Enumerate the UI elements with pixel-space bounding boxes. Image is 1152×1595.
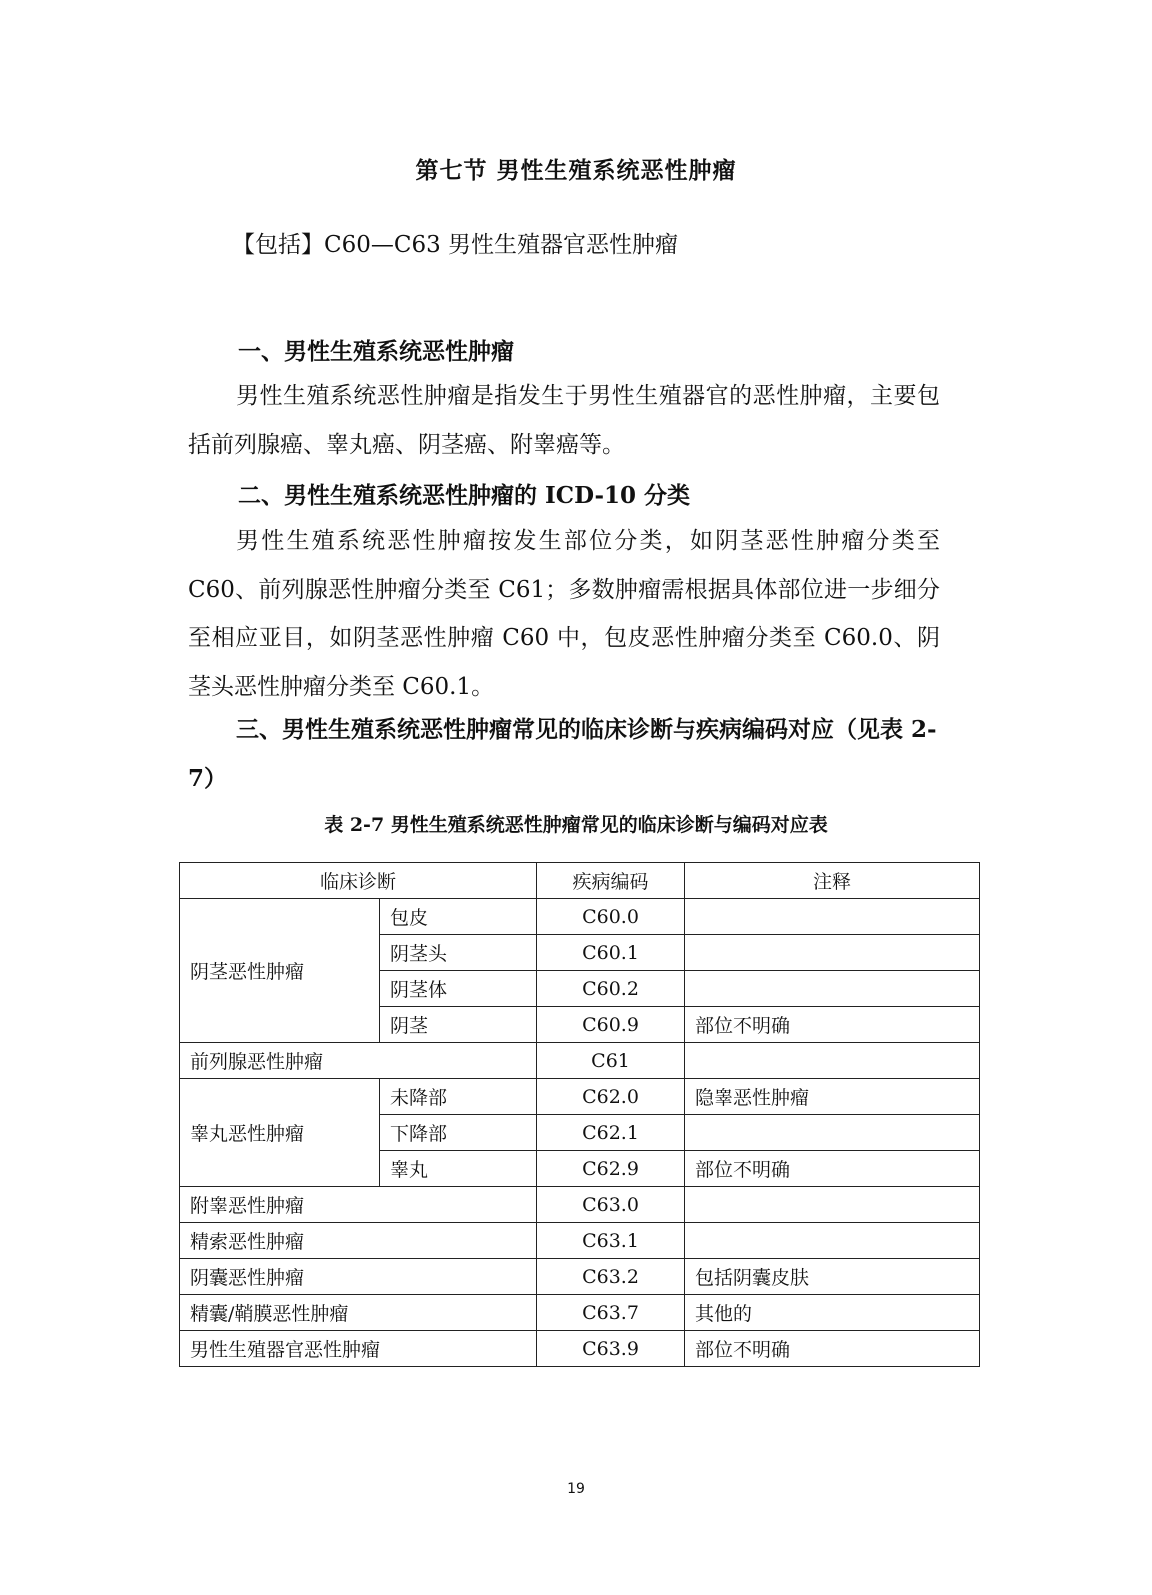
table-caption: 表 2-7 男性生殖系统恶性肿瘤常见的临床诊断与编码对应表 [324,814,828,836]
heading-three: 三、男性生殖系统恶性肿瘤常见的临床诊断与疾病编码对应（见表 2-7） [188,716,937,792]
diagnosis-cell: 附睾恶性肿瘤 [180,1187,537,1223]
note-cell: 部位不明确 [685,1151,980,1187]
site-cell: 阴茎头 [380,935,537,971]
table-row [180,1223,980,1259]
table-row [180,1259,980,1295]
table-row [180,1331,980,1367]
note-cell [685,1223,980,1259]
table-row [180,1187,980,1223]
code-cell: C63.1 [537,1223,685,1259]
note-cell: 隐睾恶性肿瘤 [685,1079,980,1115]
section-title: 第七节 男性生殖系统恶性肿瘤 [415,157,737,184]
header-diagnosis: 临床诊断 [180,863,537,899]
inclusion-note: 【包括】C60—C63 男性生殖器官恶性肿瘤 [232,232,679,258]
header-note: 注释 [685,863,980,899]
code-cell: C63.2 [537,1259,685,1295]
paragraph-classification: 男性生殖系统恶性肿瘤按发生部位分类，如阴茎恶性肿瘤分类至 C60、前列腺恶性肿瘤分类至 C61；多数肿瘤需根据具体部位进一步细分至相应亚目，如阴茎恶性肿瘤 C60 中，包皮恶性肿瘤分类至 C60.0、阴茎头恶性肿瘤分类至 C60.1。 [188,528,940,700]
heading-one: 一、男性生殖系统恶性肿瘤 [238,338,514,365]
table-row [180,1043,980,1079]
site-cell: 包皮 [380,899,537,935]
note-cell: 部位不明确 [685,1007,980,1043]
code-cell: C62.1 [537,1115,685,1151]
note-cell: 其他的 [685,1295,980,1331]
note-cell [685,1043,980,1079]
code-cell: C63.9 [537,1331,685,1367]
diagnosis-cell: 男性生殖器官恶性肿瘤 [180,1331,537,1367]
group-name-penis: 阴茎恶性肿瘤 [180,899,380,1043]
table-row [180,1295,980,1331]
table-row [180,899,980,935]
code-cell: C60.9 [537,1007,685,1043]
code-cell: C63.0 [537,1187,685,1223]
site-cell: 阴茎体 [380,971,537,1007]
paragraph-definition: 男性生殖系统恶性肿瘤是指发生于男性生殖器官的恶性肿瘤，主要包括前列腺癌、睾丸癌、阴茎癌、附睾癌等。 [188,383,940,458]
code-cell: C60.1 [537,935,685,971]
site-cell: 睾丸 [380,1151,537,1187]
note-cell [685,935,980,971]
heading-two: 二、男性生殖系统恶性肿瘤的 ICD-10 分类 [238,482,691,509]
note-cell: 部位不明确 [685,1331,980,1367]
note-cell: 包括阴囊皮肤 [685,1259,980,1295]
diagnosis-cell: 阴囊恶性肿瘤 [180,1259,537,1295]
code-cell: C60.0 [537,899,685,935]
table-header-row [180,863,980,899]
header-code: 疾病编码 [537,863,685,899]
code-cell: C63.7 [537,1295,685,1331]
note-cell [685,1115,980,1151]
note-cell [685,1187,980,1223]
note-cell [685,971,980,1007]
code-cell: C62.0 [537,1079,685,1115]
diagnosis-code-table [179,862,980,1367]
site-cell: 阴茎 [380,1007,537,1043]
table-row [180,1079,980,1115]
site-cell: 下降部 [380,1115,537,1151]
diagnosis-cell: 精索恶性肿瘤 [180,1223,537,1259]
site-cell: 未降部 [380,1079,537,1115]
diagnosis-cell: 精囊/鞘膜恶性肿瘤 [180,1295,537,1331]
group-name-testis: 睾丸恶性肿瘤 [180,1079,380,1187]
code-cell: C61 [537,1043,685,1079]
page-number: 19 [567,1481,585,1497]
code-cell: C62.9 [537,1151,685,1187]
note-cell [685,899,980,935]
code-cell: C60.2 [537,971,685,1007]
diagnosis-cell: 前列腺恶性肿瘤 [180,1043,537,1079]
